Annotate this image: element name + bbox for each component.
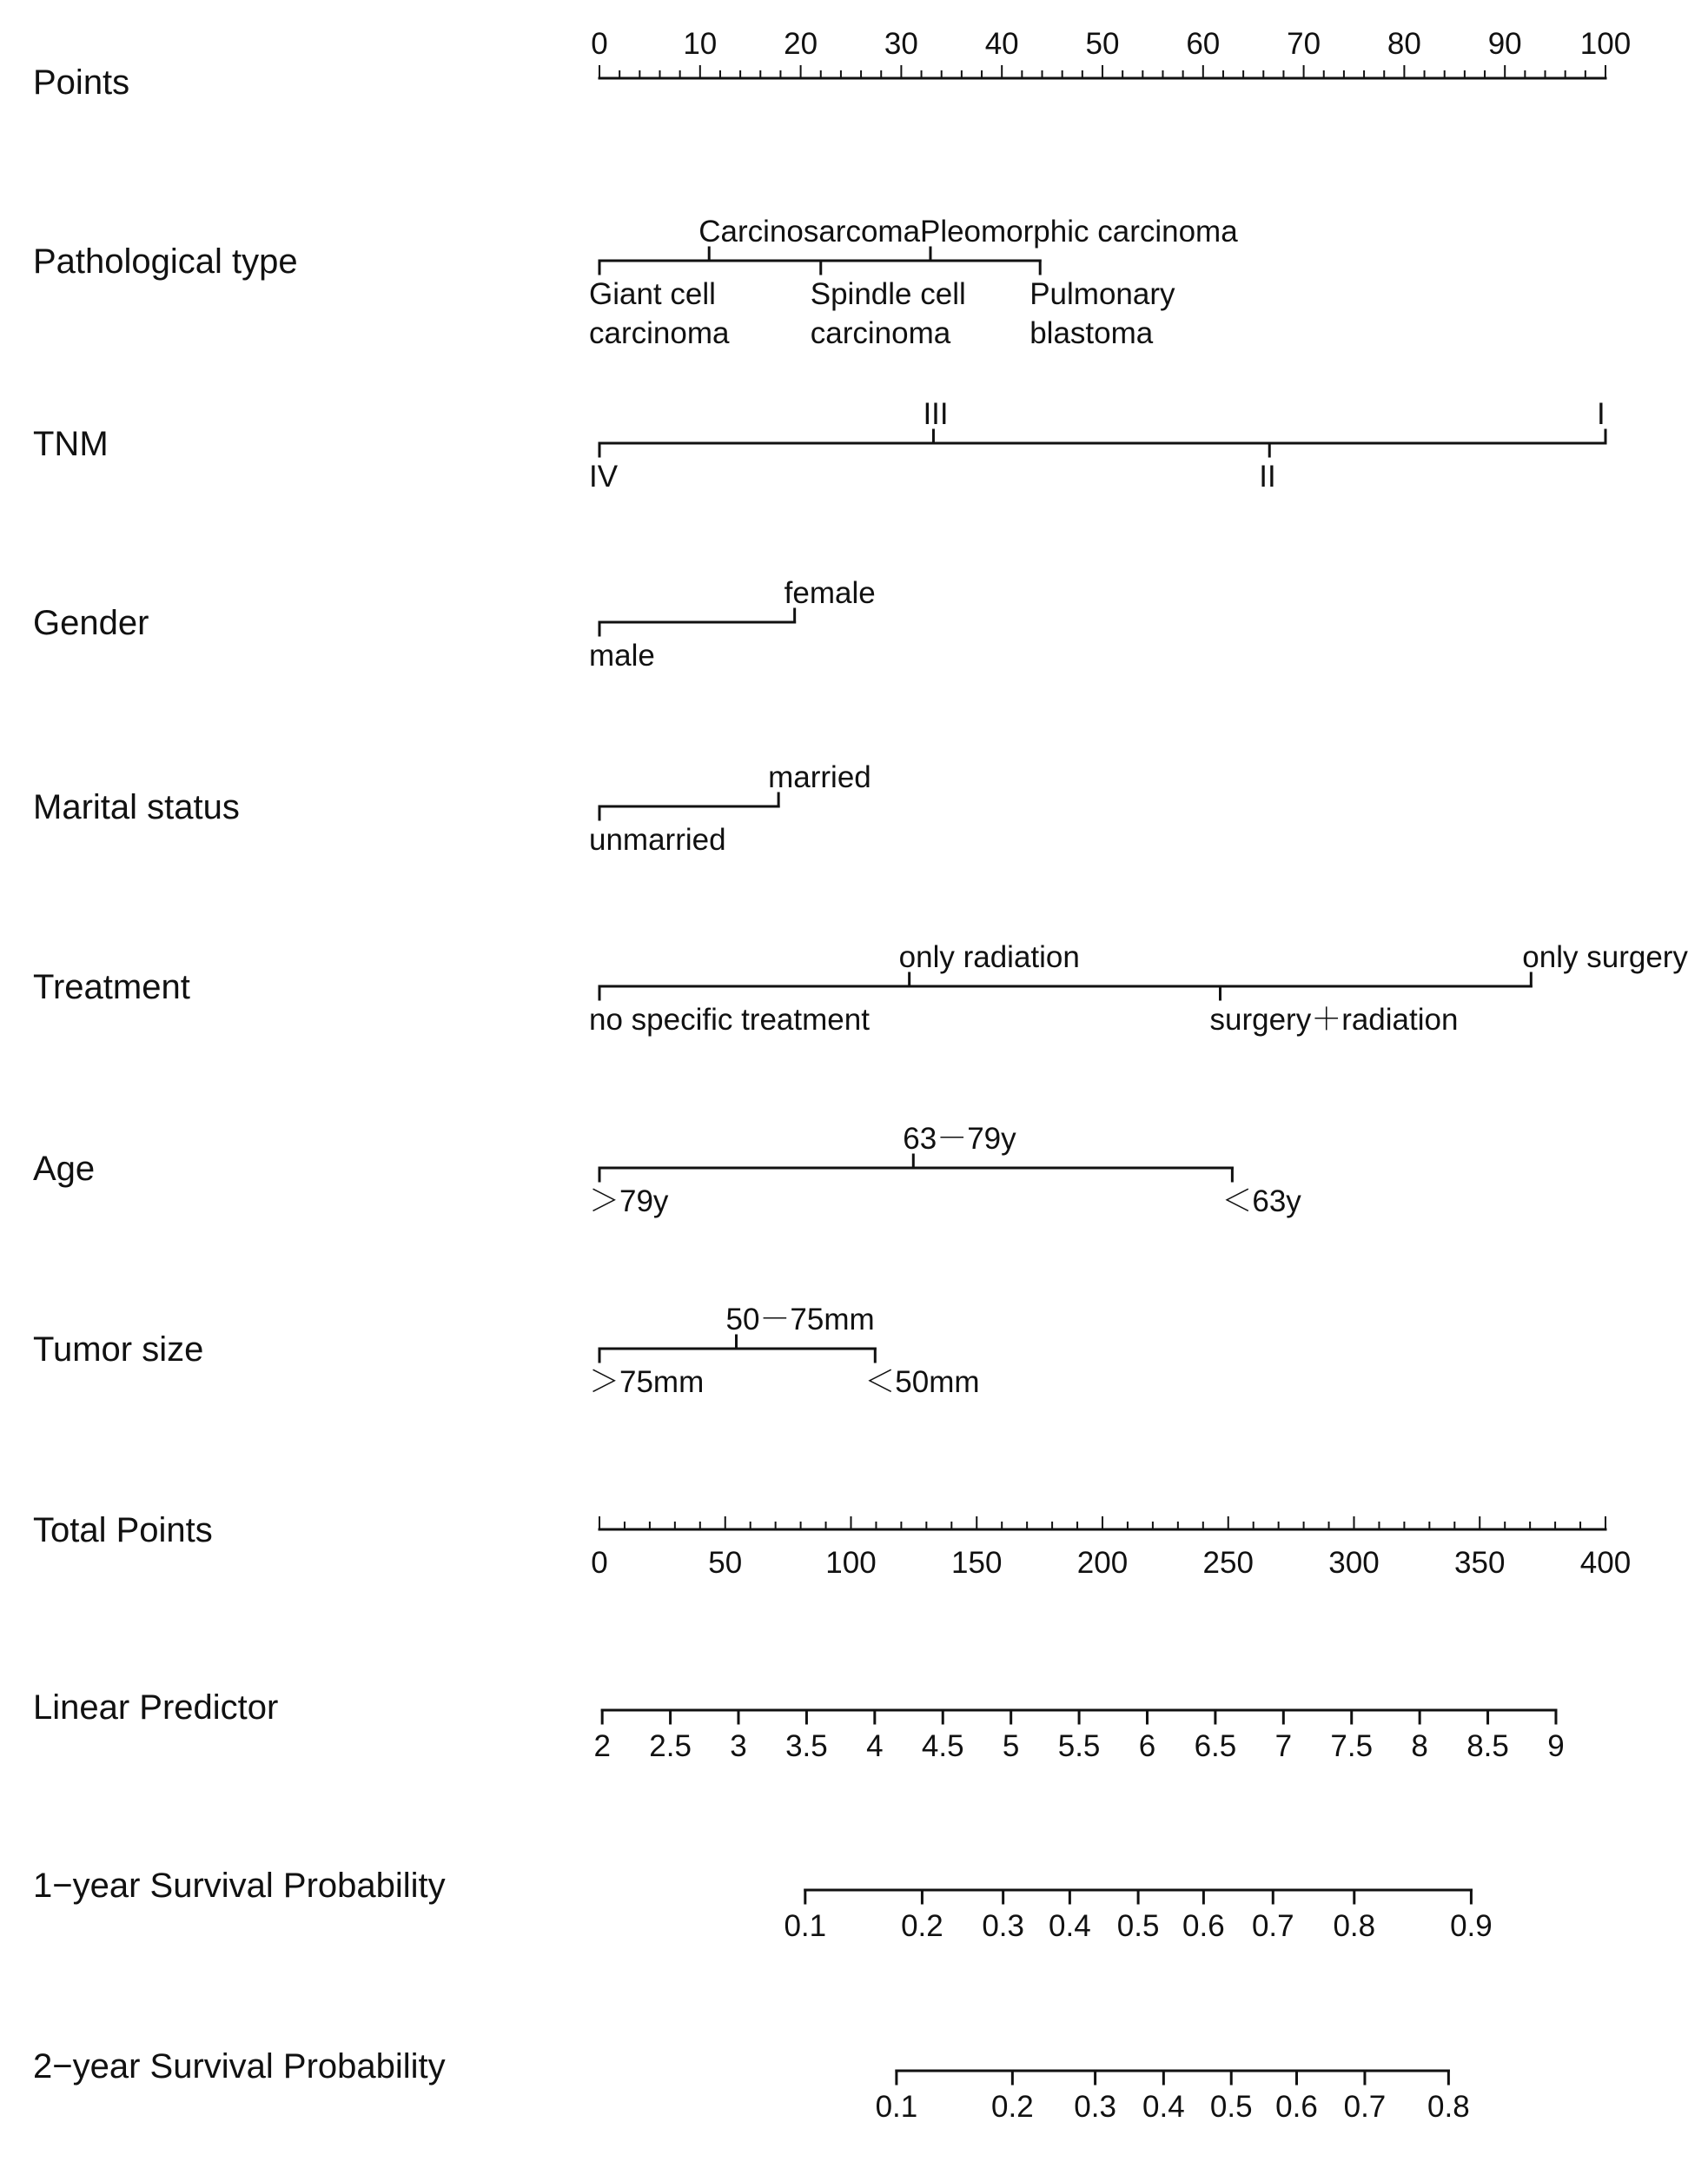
points-axis-tick-label: 20: [784, 27, 818, 61]
two-year-survival-tick-label: 0.8: [1427, 2090, 1470, 2124]
points-axis-tick-label: 30: [884, 27, 918, 61]
marital-status-row-label: Marital status: [33, 788, 240, 826]
tnm-level-label: II: [1259, 460, 1276, 494]
age-row-label: Age: [33, 1150, 96, 1188]
linear-predictor-tick-label: 3.5: [785, 1729, 828, 1763]
one-year-survival-tick-label: 0.6: [1182, 1909, 1225, 1943]
treatment-level-label: only surgery: [1522, 940, 1688, 974]
linear-predictor-tick-label: 2: [593, 1729, 611, 1763]
pathological-type-level-label: carcinoma: [589, 316, 730, 350]
marital-status-level-label: unmarried: [589, 823, 726, 857]
points-axis-tick-label: 40: [984, 27, 1019, 61]
total-points-tick-label: 0: [591, 1546, 608, 1580]
linear-predictor-tick-label: 7.5: [1330, 1729, 1374, 1763]
total-points-tick-label: 100: [825, 1546, 877, 1580]
linear-predictor-tick-label: 8: [1411, 1729, 1428, 1763]
two-year-survival-tick-label: 0.1: [875, 2090, 918, 2124]
treatment-level-label: surgery＋radiation: [1209, 1003, 1459, 1037]
points-axis-tick-label: 80: [1387, 27, 1421, 61]
tumor-size-level-label: ＞75mm: [589, 1365, 705, 1399]
total-points-tick-label: 250: [1202, 1546, 1254, 1580]
tumor-size-level-label: ＜50mm: [864, 1365, 980, 1399]
tnm-level-label: III: [923, 397, 949, 431]
gender-row-label: Gender: [33, 604, 149, 642]
tnm-row-label: TNM: [33, 425, 109, 463]
total-points-axis-label: Total Points: [33, 1511, 213, 1549]
tumor-size-level-label: 50－75mm: [725, 1303, 875, 1336]
points-axis-tick-label: 10: [683, 27, 718, 61]
one-year-survival-tick-label: 0.9: [1450, 1909, 1493, 1943]
two-year-survival-tick-label: 0.4: [1142, 2090, 1185, 2124]
two-year-survival-tick-label: 0.3: [1074, 2090, 1116, 2124]
linear-predictor-tick-label: 5.5: [1057, 1729, 1101, 1763]
points-axis-tick-label: 60: [1186, 27, 1221, 61]
one-year-survival-tick-label: 0.7: [1251, 1909, 1294, 1943]
linear-predictor-tick-label: 4: [866, 1729, 884, 1763]
age-level-label: ＞79y: [589, 1184, 669, 1218]
two-year-survival-tick-label: 0.2: [991, 2090, 1034, 2124]
two-year-survival-tick-label: 0.7: [1343, 2090, 1387, 2124]
total-points-tick-label: 400: [1579, 1546, 1632, 1580]
tnm-level-label: IV: [589, 460, 619, 494]
pathological-type-level-label: Pulmonary: [1029, 277, 1175, 311]
points-axis-tick-label: 50: [1085, 27, 1120, 61]
points-axis-label: Points: [33, 63, 130, 102]
points-axis-tick-label: 90: [1487, 27, 1522, 61]
treatment-level-label: no specific treatment: [589, 1003, 870, 1037]
pathological-type-level-label: carcinoma: [810, 316, 951, 350]
points-axis-tick-label: 0: [591, 27, 608, 61]
pathological-type-level-label: Spindle cell: [810, 277, 966, 311]
total-points-tick-label: 150: [951, 1546, 1003, 1580]
linear-predictor-tick-label: 6.5: [1194, 1729, 1237, 1763]
pathological-type-level-label: Giant cell: [589, 277, 716, 311]
age-level-label: 63－79y: [903, 1122, 1016, 1156]
two-year-survival-tick-label: 0.6: [1275, 2090, 1318, 2124]
total-points-tick-label: 350: [1454, 1546, 1506, 1580]
pathological-type-level-label: Carcinosarcoma: [698, 215, 921, 249]
gender-level-label: female: [784, 576, 876, 610]
total-points-tick-label: 200: [1076, 1546, 1129, 1580]
linear-predictor-axis-label: Linear Predictor: [33, 1688, 279, 1727]
points-axis-tick-label: 70: [1287, 27, 1321, 61]
linear-predictor-tick-label: 3: [730, 1729, 747, 1763]
one-year-survival-tick-label: 0.3: [982, 1909, 1024, 1943]
two-year-survival-tick-label: 0.5: [1209, 2090, 1253, 2124]
tnm-level-label: I: [1597, 397, 1605, 431]
one-year-survival-tick-label: 0.1: [784, 1909, 827, 1943]
linear-predictor-tick-label: 2.5: [649, 1729, 692, 1763]
linear-predictor-tick-label: 5: [1002, 1729, 1020, 1763]
tumor-size-row-label: Tumor size: [33, 1330, 204, 1369]
one-year-survival-axis-label: 1−year Survival Probability: [33, 1867, 446, 1905]
linear-predictor-tick-label: 9: [1547, 1729, 1565, 1763]
points-axis-tick-label: 100: [1579, 27, 1632, 61]
linear-predictor-tick-label: 8.5: [1466, 1729, 1509, 1763]
pathological-type-level-label: Pleomorphic carcinoma: [919, 215, 1238, 249]
linear-predictor-tick-label: 6: [1138, 1729, 1156, 1763]
total-points-tick-label: 300: [1328, 1546, 1380, 1580]
one-year-survival-tick-label: 0.5: [1116, 1909, 1160, 1943]
one-year-survival-tick-label: 0.4: [1049, 1909, 1091, 1943]
pathological-type-level-label: blastoma: [1029, 316, 1154, 350]
treatment-row-label: Treatment: [33, 968, 190, 1006]
age-level-label: ＜63y: [1221, 1184, 1301, 1218]
linear-predictor-tick-label: 4.5: [921, 1729, 964, 1763]
marital-status-level-label: married: [768, 760, 871, 794]
treatment-level-label: only radiation: [898, 940, 1080, 974]
one-year-survival-tick-label: 0.2: [901, 1909, 943, 1943]
pathological-type-row-label: Pathological type: [33, 242, 298, 281]
linear-predictor-tick-label: 7: [1274, 1729, 1293, 1763]
total-points-tick-label: 50: [708, 1546, 743, 1580]
one-year-survival-tick-label: 0.8: [1333, 1909, 1376, 1943]
gender-level-label: male: [589, 639, 655, 673]
two-year-survival-axis-label: 2−year Survival Probability: [33, 2047, 446, 2086]
